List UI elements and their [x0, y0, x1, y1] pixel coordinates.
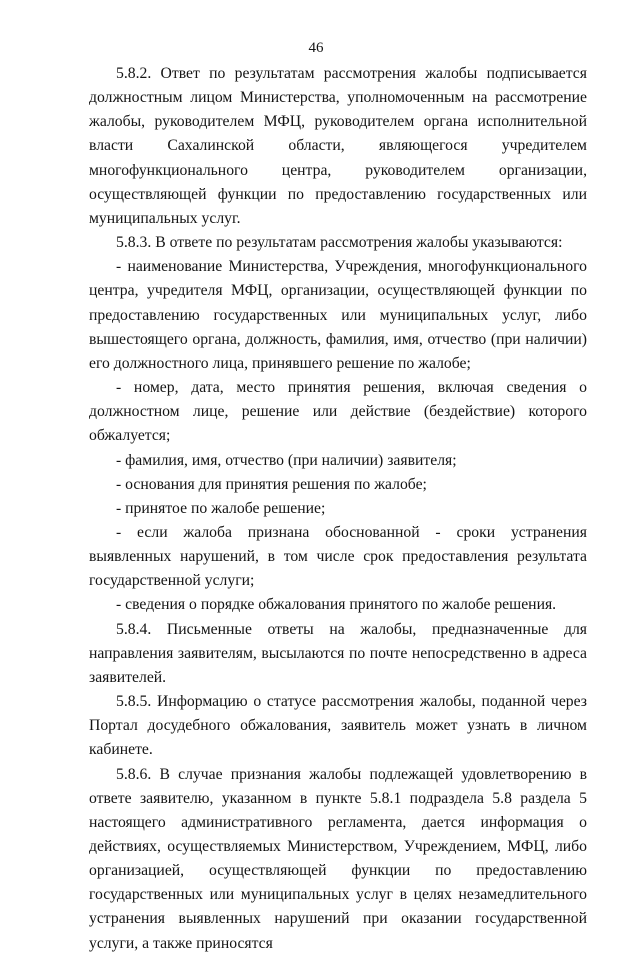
- list-item-appeal-procedure: - сведения о порядке обжалования принятого по жалобе решения.: [116, 596, 557, 614]
- list-item-decision: - принятое по жалобе решение;: [116, 499, 326, 517]
- list-item-name: - наименование Министерства, Учреждения, многофункционального центра, учредителя МФЦ, организации, осуществляющей функции по предоставлению государственных или муниципальных услуг, либо вышестоящего органа, должность, фамилия, имя, отчество (при наличии) его должностного лица, принявшего решение по жалобе;: [89, 258, 587, 372]
- list-item-decision-details: - номер, дата, место принятия решения, включая сведения о должностном лице, решение или действие (бездействие) которого обжалуется;: [89, 379, 587, 445]
- document-body: [89, 62, 587, 956]
- paragraph-5-8-5: 5.8.5. Информацию о статусе рассмотрения жалобы, поданной через Портал досудебного обжалования, заявитель может узнать в личном кабинете.: [89, 693, 587, 759]
- list-item-applicant-name: - фамилия, имя, отчество (при наличии) заявителя;: [116, 451, 457, 469]
- paragraph-5-8-6: 5.8.6. В случае признания жалобы подлежащей удовлетворению в ответе заявителю, указанном в пункте 5.8.1 подраздела 5.8 раздела 5 настоящего административного регламента, дается информация о действиях, осуществляемых Министерством, Учреждением, МФЦ, либо организацией, осуществляющей функции по предоставлению государственных или муниципальных услуг в целях незамедлительного устранения выявленных нарушений при оказании государственной услуги, а также приносятся: [89, 765, 587, 952]
- list-item-grounds: - основания для принятия решения по жалобе;: [116, 475, 427, 493]
- page-number: 46: [308, 40, 324, 56]
- list-item-deadlines: - если жалоба признана обоснованной - сроки устранения выявленных нарушений, в том числе срок предоставления результата государственной услуги;: [89, 523, 587, 590]
- paragraph-5-8-3: 5.8.3. В ответе по результатам рассмотрения жалобы указываются:: [116, 234, 563, 252]
- paragraph-5-8-4: 5.8.4. Письменные ответы на жалобы, предназначенные для направления заявителям, высылаются по почте непосредственно в адреса заявителей.: [89, 620, 587, 686]
- paragraph-5-8-2: 5.8.2. Ответ по результатам рассмотрения жалобы подписывается должностным лицом Министерства, уполномоченным на рассмотрение жалобы, руководителем МФЦ, руководителем органа исполнительной власти Сахалинской области, являющегося учредителем многофункционального центра, руководителем организации, осуществляющей функции по предоставлению государственных или муниципальных услуг.: [89, 65, 587, 227]
